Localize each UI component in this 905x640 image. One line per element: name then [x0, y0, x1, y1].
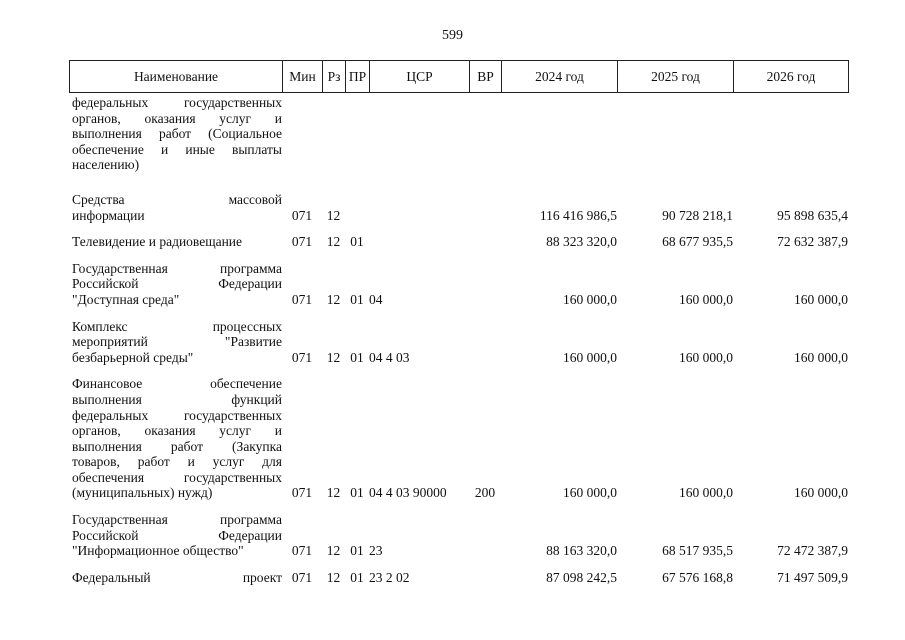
- page-number: 599: [442, 28, 463, 43]
- table-row: [69, 313, 848, 371]
- row-name: [69, 255, 282, 313]
- cell-y2024: 160 000,0: [563, 349, 617, 365]
- table-row: [69, 506, 848, 564]
- cell-y2024: 88 323 320,0: [546, 234, 617, 250]
- cell-min: 071: [291, 349, 313, 365]
- header-2025: 2025 год: [618, 61, 734, 93]
- cell-pr: [345, 178, 369, 228]
- cell-pr: 01: [350, 543, 364, 559]
- row-name-line: выполнения работ (Социальное: [72, 126, 282, 142]
- row-name-line: "Информационное общество": [72, 543, 244, 559]
- cell-y2025: [617, 95, 733, 178]
- cell-y2024: 116 416 986,5: [539, 207, 617, 223]
- cell-min: 071: [291, 485, 313, 501]
- cell-rz: 12: [326, 485, 341, 501]
- cell-csr: 04: [369, 291, 383, 307]
- cell-rz: 12: [326, 291, 341, 307]
- cell-pr: [345, 95, 369, 178]
- row-name-line: Комплекс процессных: [72, 318, 282, 334]
- cell-y2026: 71 497 509,9: [777, 569, 848, 585]
- cell-rz: 12: [326, 234, 341, 250]
- row-name-line: Государственная программа: [72, 260, 282, 276]
- cell-y2024: [501, 95, 617, 178]
- cell-pr: 01: [350, 234, 364, 250]
- cell-rz: [322, 95, 345, 178]
- row-name: [69, 506, 282, 564]
- row-name-line: Средства массовой: [72, 191, 282, 207]
- row-name-line: безбарьерной среды": [72, 349, 194, 365]
- cell-y2026: 72 472 387,9: [777, 543, 848, 559]
- cell-min: 071: [291, 234, 313, 250]
- header-2024: 2024 год: [502, 61, 618, 93]
- header-2026: 2026 год: [734, 61, 849, 93]
- table-row: [69, 564, 848, 591]
- row-name-line: Телевидение и радиовещание: [72, 234, 243, 250]
- cell-pr: 01: [350, 349, 364, 365]
- row-name-line: федеральных государственных: [72, 95, 282, 110]
- row-name-line: мероприятий "Развитие: [72, 334, 282, 350]
- cell-y2025: 160 000,0: [679, 349, 733, 365]
- cell-min: 071: [291, 207, 313, 223]
- header-csr: ЦСР: [370, 61, 470, 93]
- cell-csr: [369, 228, 469, 255]
- cell-y2025: 160 000,0: [679, 291, 733, 307]
- cell-csr: 04 4 03 90000: [369, 485, 447, 501]
- cell-rz: 12: [326, 349, 341, 365]
- cell-y2026: 160 000,0: [794, 349, 848, 365]
- cell-y2024: 160 000,0: [563, 485, 617, 501]
- cell-vr: [469, 95, 501, 178]
- row-name-line: Федеральный проект: [72, 569, 282, 585]
- row-name: [69, 95, 282, 178]
- cell-vr: [469, 228, 501, 255]
- cell-y2025: 68 517 935,5: [662, 543, 733, 559]
- row-name-line: органов, оказания услуг и: [72, 110, 282, 126]
- cell-vr: [469, 178, 501, 228]
- header-name: Наименование: [70, 61, 283, 93]
- cell-y2026: 160 000,0: [794, 291, 848, 307]
- row-name-line: выполнения работ (Закупка: [72, 438, 282, 454]
- cell-min: 071: [291, 291, 313, 307]
- table-row: [69, 178, 848, 228]
- header-pr: ПР: [346, 61, 370, 93]
- cell-y2025: 160 000,0: [679, 485, 733, 501]
- row-name-line: (муниципальных) нужд): [72, 485, 213, 501]
- cell-y2025: 90 728 218,1: [662, 207, 733, 223]
- row-name-line: Российской Федерации: [72, 527, 282, 543]
- row-name: [69, 313, 282, 371]
- cell-y2026: 95 898 635,4: [777, 207, 848, 223]
- row-name-line: Финансовое обеспечение: [72, 376, 282, 392]
- cell-y2024: 87 098 242,5: [546, 569, 617, 585]
- cell-rz: 12: [326, 569, 341, 585]
- cell-min: 071: [291, 543, 313, 559]
- cell-rz: 12: [326, 543, 341, 559]
- cell-rz: 12: [326, 207, 341, 223]
- row-name-line: федеральных государственных: [72, 407, 282, 423]
- row-name-line: Государственная программа: [72, 512, 282, 528]
- row-name-line: органов, оказания услуг и: [72, 423, 282, 439]
- header-vr: ВР: [470, 61, 502, 93]
- row-name-line: товаров, работ и услуг для: [72, 454, 282, 470]
- cell-y2025: 67 576 168,8: [662, 569, 733, 585]
- row-name-line: населению): [72, 157, 140, 173]
- table-row: [69, 228, 848, 255]
- table-header: [69, 60, 849, 93]
- row-name: [69, 370, 282, 506]
- cell-csr: [369, 178, 469, 228]
- cell-vr: 200: [474, 485, 496, 501]
- row-name-line: Российской Федерации: [72, 276, 282, 292]
- cell-vr: [469, 313, 501, 371]
- budget-table-body: [69, 95, 848, 590]
- row-name: [69, 564, 282, 591]
- header-rz: Рз: [323, 61, 346, 93]
- cell-vr: [469, 255, 501, 313]
- row-name: [69, 178, 282, 228]
- cell-y2026: 72 632 387,9: [777, 234, 848, 250]
- row-name-line: информации: [72, 207, 145, 223]
- cell-csr: [369, 95, 469, 178]
- cell-pr: 01: [350, 569, 364, 585]
- cell-y2024: 88 163 320,0: [546, 543, 617, 559]
- cell-csr: 04 4 03: [369, 349, 410, 365]
- cell-csr: 23 2 02: [369, 569, 410, 585]
- cell-y2026: [733, 95, 848, 178]
- table-row: [69, 370, 848, 506]
- cell-y2026: 160 000,0: [794, 485, 848, 501]
- header-min: Мин: [283, 61, 323, 93]
- row-name-line: обеспечения государственных: [72, 469, 282, 485]
- cell-min: 071: [291, 569, 313, 585]
- row-name-line: выполнения функций: [72, 391, 282, 407]
- row-name-line: обеспечение и иные выплаты: [72, 141, 282, 157]
- cell-y2024: 160 000,0: [563, 291, 617, 307]
- cell-vr: [469, 506, 501, 564]
- table-row: [69, 95, 848, 178]
- cell-pr: 01: [350, 485, 364, 501]
- row-name-line: "Доступная среда": [72, 291, 180, 307]
- cell-y2025: 68 677 935,5: [662, 234, 733, 250]
- table-row: [69, 255, 848, 313]
- cell-min: [282, 95, 322, 178]
- cell-csr: 23: [369, 543, 383, 559]
- cell-pr: 01: [350, 291, 364, 307]
- row-name: [69, 228, 282, 255]
- cell-vr: [469, 564, 501, 591]
